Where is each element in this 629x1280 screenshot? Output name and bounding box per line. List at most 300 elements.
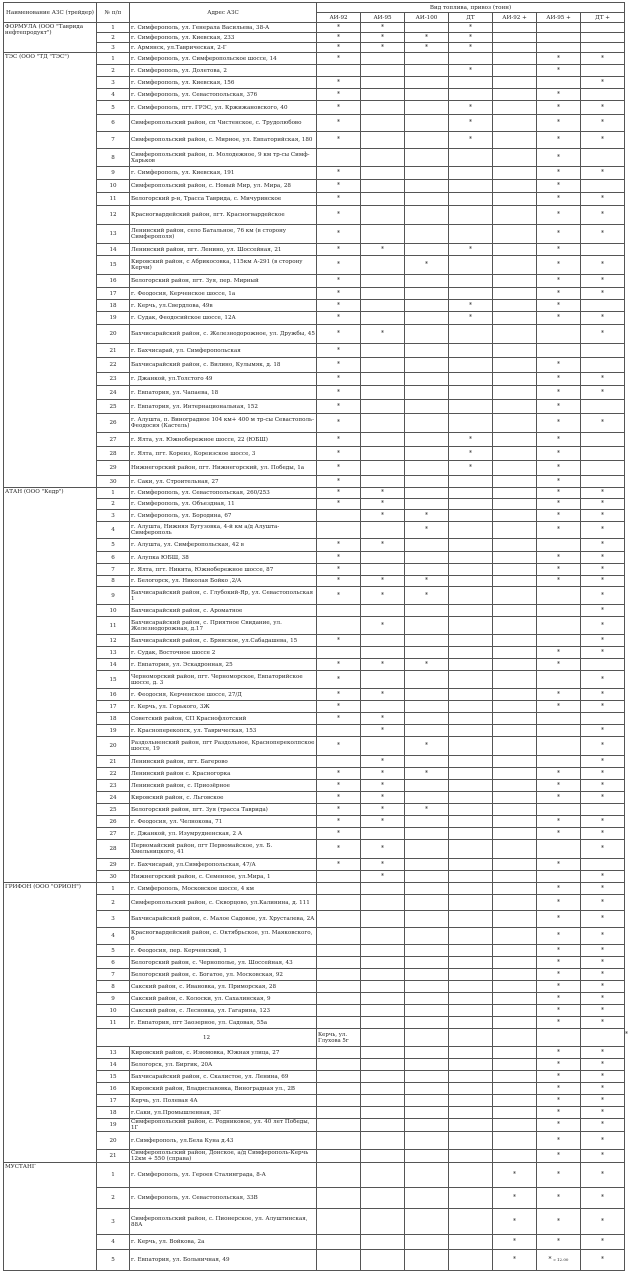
fuel-mark: * xyxy=(317,373,361,386)
fuel-mark xyxy=(405,53,449,65)
fuel-mark xyxy=(493,605,537,617)
station-address: Ленинский район, пгт. Багерово xyxy=(130,756,317,768)
fuel-mark xyxy=(449,883,493,895)
fuel-mark xyxy=(405,756,449,768)
fuel-mark xyxy=(449,499,493,510)
fuel-mark xyxy=(405,713,449,725)
fuel-mark: * xyxy=(317,53,361,65)
table-row xyxy=(4,325,625,344)
fuel-mark: * xyxy=(537,1083,581,1095)
row-number: 11 xyxy=(97,617,130,635)
fuel-mark: * xyxy=(317,564,361,576)
fuel-mark xyxy=(317,871,361,883)
fuel-mark xyxy=(405,275,449,288)
fuel-mark xyxy=(405,180,449,193)
fuel-mark xyxy=(317,993,361,1005)
fuel-mark: * xyxy=(449,132,493,149)
fuel-mark: * xyxy=(317,386,361,400)
row-number: 15 xyxy=(97,1071,130,1083)
fuel-mark xyxy=(449,400,493,414)
row-number: 19 xyxy=(97,725,130,737)
table-row xyxy=(4,605,625,617)
table-row xyxy=(4,288,625,300)
fuel-mark xyxy=(361,737,405,756)
fuel-mark xyxy=(405,871,449,883)
fuel-mark xyxy=(361,180,405,193)
table-row xyxy=(4,167,625,180)
table-row xyxy=(4,461,625,476)
row-number: 2 xyxy=(97,65,130,77)
fuel-mark: * xyxy=(537,780,581,792)
row-number: 1 xyxy=(97,1163,130,1188)
fuel-mark xyxy=(537,617,581,635)
fuel-mark: * xyxy=(537,564,581,576)
fuel-mark: * xyxy=(581,576,625,587)
fuel-mark xyxy=(493,1047,537,1059)
table-row xyxy=(4,488,625,499)
fuel-mark xyxy=(493,358,537,373)
fuel-mark xyxy=(493,461,537,476)
fuel-mark xyxy=(405,635,449,647)
fuel-mark xyxy=(493,275,537,288)
fuel-mark: * xyxy=(581,1250,625,1271)
fuel-mark xyxy=(405,840,449,859)
fuel-mark xyxy=(405,564,449,576)
fuel-mark xyxy=(449,1047,493,1059)
fuel-mark: * xyxy=(317,780,361,792)
fuel-mark xyxy=(493,617,537,635)
fuel-mark: * xyxy=(317,23,361,33)
station-address: г. Симферополь, ул. Объездная, 11 xyxy=(130,499,317,510)
table-row xyxy=(4,957,625,969)
row-number: 23 xyxy=(97,373,130,386)
station-address: Белогорский район, с. Чернополье, ул. Шоссейная, 43 xyxy=(130,957,317,969)
row-number: 15 xyxy=(97,671,130,689)
fuel-mark xyxy=(449,476,493,488)
station-address: г. Симферополь, ул. Бородина, 67 xyxy=(130,510,317,522)
fuel-mark xyxy=(449,635,493,647)
fuel-mark: * xyxy=(493,1209,537,1235)
fuel-mark: * xyxy=(361,871,405,883)
fuel-mark xyxy=(537,33,581,43)
fuel-mark xyxy=(449,605,493,617)
station-address: Сакский район, с. Лесновка, ул. Гагарина, 123 xyxy=(130,1005,317,1017)
station-address: г.Саки, ул.Промышленная, 3Г xyxy=(130,1107,317,1119)
fuel-mark xyxy=(449,981,493,993)
fuel-mark xyxy=(317,1250,361,1271)
table-row xyxy=(4,476,625,488)
fuel-mark xyxy=(581,476,625,488)
fuel-mark xyxy=(449,671,493,689)
fuel-mark: * xyxy=(537,1095,581,1107)
row-number: 16 xyxy=(97,275,130,288)
fuel-mark: * xyxy=(317,701,361,713)
table-row xyxy=(4,499,625,510)
row-number: 29 xyxy=(97,461,130,476)
fuel-mark: * xyxy=(361,725,405,737)
station-address: г. Ялта, ул. Южнобережное шоссе, 22 (ЮБШ) xyxy=(130,433,317,447)
row-number: 7 xyxy=(97,564,130,576)
fuel-mark xyxy=(493,871,537,883)
fuel-mark xyxy=(317,1132,361,1150)
fuel-mark: * xyxy=(537,792,581,804)
fuel-mark xyxy=(405,969,449,981)
fuel-mark xyxy=(405,149,449,167)
station-address: г. Евпатория, пгт Заозерное, ул. Садовая, 55а xyxy=(130,1017,317,1029)
fuel-mark: * xyxy=(581,737,625,756)
fuel-mark xyxy=(405,945,449,957)
fuel-mark xyxy=(493,89,537,101)
station-address: Ленинский район, село Батальное, 76 км (в сторону Симферополя) xyxy=(130,225,317,244)
header-fuel: АИ-95 + xyxy=(537,13,581,23)
station-address: г. Симферополь, ул. Севастопольская, 260/253 xyxy=(130,488,317,499)
fuel-mark xyxy=(361,883,405,895)
fuel-mark xyxy=(449,659,493,671)
fuel-mark: * xyxy=(537,1047,581,1059)
fuel-mark xyxy=(493,816,537,828)
fuel-mark: * xyxy=(317,461,361,476)
row-number: 13 xyxy=(97,1047,130,1059)
fuel-mark xyxy=(361,993,405,1005)
table-row xyxy=(4,552,625,564)
fuel-mark xyxy=(405,167,449,180)
fuel-mark: * xyxy=(581,101,625,115)
fuel-mark: * xyxy=(317,671,361,689)
row-number: 27 xyxy=(97,433,130,447)
fuel-mark: * xyxy=(317,225,361,244)
fuel-mark xyxy=(449,552,493,564)
fuel-mark xyxy=(405,206,449,225)
fuel-mark xyxy=(405,1250,449,1271)
table-row xyxy=(4,256,625,275)
station-address: Симферопольский район, с. Новый Мир, ул. Мира, 28 xyxy=(130,180,317,193)
fuel-mark xyxy=(449,288,493,300)
fuel-mark xyxy=(493,647,537,659)
fuel-mark xyxy=(493,1150,537,1163)
fuel-mark: * xyxy=(317,689,361,701)
station-address: Белогорский район, с. Богатое, ул. Московская, 92 xyxy=(130,969,317,981)
fuel-mark xyxy=(317,1209,361,1235)
fuel-mark xyxy=(405,993,449,1005)
fuel-mark xyxy=(449,1188,493,1209)
fuel-mark: * xyxy=(405,768,449,780)
row-number: 9 xyxy=(97,167,130,180)
fuel-mark xyxy=(449,1250,493,1271)
station-address: г. Симферополь, ул. Симферопольское шоссе, 14 xyxy=(130,53,317,65)
fuel-mark: * xyxy=(537,928,581,945)
station-address: г. Симферополь, ул. Киевская, 233 xyxy=(130,33,317,43)
fuel-mark: * xyxy=(449,244,493,256)
fuel-mark: * xyxy=(361,325,405,344)
fuel-mark xyxy=(361,957,405,969)
fuel-mark xyxy=(493,225,537,244)
row-number: 28 xyxy=(97,447,130,461)
fuel-mark xyxy=(405,132,449,149)
table-row xyxy=(4,43,625,53)
table-row xyxy=(4,1095,625,1107)
row-number: 1 xyxy=(97,883,130,895)
row-number: 10 xyxy=(97,180,130,193)
fuel-mark: * xyxy=(581,701,625,713)
header-address: Адрес АЗС xyxy=(130,3,317,23)
row-number: 20 xyxy=(97,325,130,344)
fuel-mark xyxy=(405,325,449,344)
station-address: г. Евпатория, ул. Больничная, 49 xyxy=(130,1250,317,1271)
row-number: 16 xyxy=(97,1083,130,1095)
fuel-mark xyxy=(493,43,537,53)
fuel-mark xyxy=(493,400,537,414)
header-fuel-group: Вид топлива, привоз (тонн) xyxy=(317,3,625,13)
fuel-mark: * xyxy=(581,53,625,65)
row-number: 22 xyxy=(97,358,130,373)
fuel-mark xyxy=(405,101,449,115)
fuel-mark: * xyxy=(581,1163,625,1188)
row-number: 19 xyxy=(97,1119,130,1132)
fuel-mark: * xyxy=(537,414,581,433)
table-row xyxy=(4,647,625,659)
table-row xyxy=(4,689,625,701)
fuel-mark: * xyxy=(317,737,361,756)
row-number: 21 xyxy=(97,344,130,358)
station-address: Белогорск, ул. Биргик, 20А xyxy=(130,1059,317,1071)
fuel-mark: * xyxy=(537,101,581,115)
fuel-mark xyxy=(317,1071,361,1083)
station-address: г. Судак, Восточное шоссе 2 xyxy=(130,647,317,659)
station-address: г. Керчь, ул. Войкова, 2а xyxy=(130,1235,317,1250)
fuel-mark xyxy=(405,552,449,564)
fuel-mark: * xyxy=(405,33,449,43)
fuel-mark: * xyxy=(537,358,581,373)
fuel-mark: * xyxy=(317,792,361,804)
fuel-mark xyxy=(405,373,449,386)
fuel-mark xyxy=(361,1017,405,1029)
fuel-mark xyxy=(361,400,405,414)
fuel-mark xyxy=(405,312,449,325)
fuel-mark xyxy=(449,1071,493,1083)
fuel-mark xyxy=(449,828,493,840)
fuel-mark: * xyxy=(581,756,625,768)
fuel-mark: * xyxy=(537,300,581,312)
fuel-mark xyxy=(581,1029,629,1047)
table-row xyxy=(4,859,625,871)
fuel-mark xyxy=(493,564,537,576)
fuel-mark xyxy=(405,1095,449,1107)
row-number: 13 xyxy=(97,225,130,244)
fuel-mark xyxy=(361,132,405,149)
fuel-mark: * xyxy=(581,945,625,957)
fuel-mark: * xyxy=(581,312,625,325)
fuel-mark: * xyxy=(581,256,625,275)
table-row xyxy=(4,1083,625,1095)
fuel-mark: * xyxy=(537,149,581,167)
fuel-mark: * xyxy=(581,1209,625,1235)
fuel-mark xyxy=(449,325,493,344)
fuel-mark: * xyxy=(537,132,581,149)
station-address: г. Бахчисарай, ул.Симферопольская, 47/А xyxy=(130,859,317,871)
station-address: г. Феодосия, Керченское шоссе, 27/Д xyxy=(130,689,317,701)
table-row xyxy=(4,1209,625,1235)
fuel-mark xyxy=(405,89,449,101)
station-address: г. Симферополь, ул. Киевская, 156 xyxy=(130,77,317,89)
row-number: 23 xyxy=(97,780,130,792)
fuel-mark: * xyxy=(537,1132,581,1150)
fuel-mark: * xyxy=(537,659,581,671)
fuel-mark: * xyxy=(361,804,405,816)
row-number: 19 xyxy=(97,312,130,325)
table-row xyxy=(4,344,625,358)
fuel-mark xyxy=(361,522,405,539)
table-row xyxy=(4,969,625,981)
fuel-mark xyxy=(449,1005,493,1017)
station-address: Кировский район, с. Льговское xyxy=(130,792,317,804)
table-row xyxy=(4,1107,625,1119)
fuel-mark xyxy=(317,911,361,928)
row-number: 3 xyxy=(97,77,130,89)
fuel-mark: * xyxy=(581,725,625,737)
fuel-mark xyxy=(405,647,449,659)
fuel-mark: * xyxy=(537,701,581,713)
fuel-mark xyxy=(361,895,405,911)
fuel-mark xyxy=(493,288,537,300)
station-address: Красногвардейский район, пгт. Красногвардейское xyxy=(130,206,317,225)
row-number: 26 xyxy=(97,414,130,433)
fuel-mark xyxy=(581,43,625,53)
fuel-mark: * xyxy=(581,828,625,840)
header-network: Наименование АЗС (трейдер) xyxy=(4,3,97,23)
fuel-mark: * xyxy=(581,1059,625,1071)
fuel-mark xyxy=(405,671,449,689)
fuel-mark xyxy=(361,225,405,244)
fuel-mark xyxy=(537,635,581,647)
fuel-mark xyxy=(361,447,405,461)
fuel-mark xyxy=(405,447,449,461)
row-number: 12 xyxy=(97,206,130,225)
fuel-mark: * xyxy=(317,400,361,414)
fuel-mark xyxy=(449,510,493,522)
fuel-mark xyxy=(361,701,405,713)
fuel-mark: * xyxy=(537,1163,581,1188)
fuel-mark xyxy=(361,476,405,488)
fuel-mark: * xyxy=(317,635,361,647)
stray-mark: * xyxy=(625,1031,629,1038)
fuel-mark: * xyxy=(537,768,581,780)
fuel-mark: * xyxy=(405,43,449,53)
table-row xyxy=(4,1047,625,1059)
station-address: г. Симферополь, ул. Севастопольская, 33В xyxy=(130,1188,317,1209)
fuel-mark xyxy=(493,969,537,981)
fuel-mark xyxy=(537,871,581,883)
fuel-mark xyxy=(361,911,405,928)
fuel-mark: * xyxy=(581,816,625,828)
fuel-mark: * xyxy=(581,993,625,1005)
table-row xyxy=(4,447,625,461)
table-row xyxy=(4,206,625,225)
fuel-mark xyxy=(493,499,537,510)
fuel-mark: * xyxy=(361,816,405,828)
fuel-mark: * xyxy=(317,132,361,149)
fuel-mark xyxy=(493,414,537,433)
fuel-mark xyxy=(449,1132,493,1150)
fuel-mark xyxy=(493,671,537,689)
fuel-mark xyxy=(361,1163,405,1188)
fuel-mark xyxy=(405,605,449,617)
fuel-mark: * xyxy=(581,981,625,993)
fuel-mark xyxy=(317,510,361,522)
header-fuel: ДТ + xyxy=(581,13,625,23)
fuel-mark xyxy=(361,256,405,275)
fuel-mark xyxy=(493,1132,537,1150)
table-row xyxy=(4,53,625,65)
fuel-mark xyxy=(317,617,361,635)
fuel-mark xyxy=(493,587,537,605)
fuel-mark xyxy=(361,969,405,981)
fuel-mark xyxy=(405,539,449,552)
fuel-mark: * xyxy=(405,804,449,816)
fuel-mark: * xyxy=(361,23,405,33)
station-address: г. Керчь, ул. Горького, 3Ж xyxy=(130,701,317,713)
fuel-mark: * xyxy=(581,883,625,895)
fuel-mark xyxy=(317,969,361,981)
fuel-mark xyxy=(581,804,625,816)
fuel-mark xyxy=(449,617,493,635)
row-number: 18 xyxy=(97,713,130,725)
station-address: Бахчисарайский район, с. Скалистое, ул. Ленина, 69 xyxy=(130,1071,317,1083)
table-row xyxy=(4,671,625,689)
fuel-mark xyxy=(581,400,625,414)
station-address: г. Евпатория, ул. Интернациональная, 152 xyxy=(130,400,317,414)
fuel-mark: * xyxy=(581,647,625,659)
table-row xyxy=(4,725,625,737)
fuel-mark: * xyxy=(581,564,625,576)
fuel-mark: * xyxy=(317,840,361,859)
station-address: г.Симферополь, ул.Бела Куна д.43 xyxy=(130,1132,317,1150)
row-number: 3 xyxy=(97,911,130,928)
station-address: г. Феодосия, ул. Челнокова, 71 xyxy=(130,816,317,828)
table-row xyxy=(4,1235,625,1250)
table-row xyxy=(4,713,625,725)
fuel-mark xyxy=(405,928,449,945)
fuel-mark xyxy=(493,23,537,33)
station-network-name: ФОРМУЛА (ООО "Таврида нефтепродукт") xyxy=(4,23,97,53)
fuel-mark xyxy=(581,180,625,193)
fuel-mark xyxy=(581,33,625,43)
table-row xyxy=(4,1163,625,1188)
fuel-mark: * xyxy=(405,587,449,605)
fuel-mark xyxy=(449,816,493,828)
fuel-mark xyxy=(493,756,537,768)
fuel-mark: * xyxy=(449,115,493,132)
row-number: 12 xyxy=(97,1029,317,1047)
fuel-mark xyxy=(405,414,449,433)
fuel-mark xyxy=(581,358,625,373)
fuel-mark xyxy=(581,659,625,671)
station-network-name: ГРИФОН (ООО "ОРИОН") xyxy=(4,883,97,1163)
station-address: Черноморский район, пгт. Черноморское, Евпаторийское шоссе, д. 3 xyxy=(130,671,317,689)
fuel-mark xyxy=(449,587,493,605)
fuel-mark xyxy=(493,344,537,358)
table-row xyxy=(4,993,625,1005)
fuel-mark xyxy=(493,312,537,325)
fuel-mark: * xyxy=(317,576,361,587)
fuel-mark xyxy=(405,400,449,414)
fuel-mark: * xyxy=(537,895,581,911)
fuel-mark xyxy=(449,488,493,499)
fuel-mark: * xyxy=(317,115,361,132)
station-address: Бахчисарайский район, с. Глубокий-Яр, ул. Севастопольская 1 xyxy=(130,587,317,605)
fuel-mark xyxy=(493,386,537,400)
fuel-mark xyxy=(405,288,449,300)
fuel-mark xyxy=(405,115,449,132)
